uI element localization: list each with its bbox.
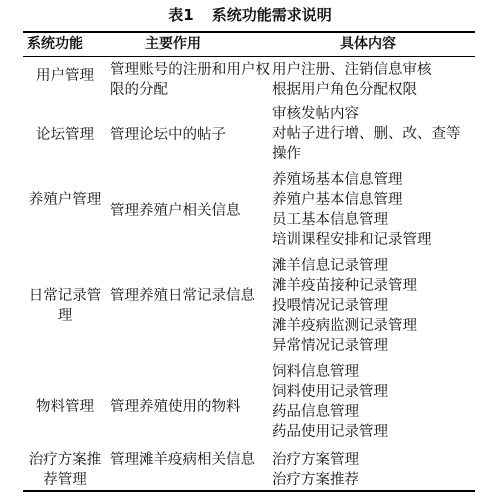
content-line: 审核发帖内容 (272, 106, 359, 122)
table-title: 系统功能需求说明 (211, 6, 332, 24)
row-treatment-function: 治疗方案推荐管理 (28, 452, 102, 488)
content-line: 饲料使用记录管理 (272, 384, 388, 400)
header-content: 具体内容 (340, 36, 396, 52)
content-line: 用户注册、注销信息审核 (272, 62, 432, 78)
content-line: 操作 (272, 146, 301, 162)
row-user-function: 用户管理 (36, 68, 94, 84)
row-forum-content (272, 104, 472, 164)
content-line: 异常情况记录管理 (272, 338, 388, 354)
row-user-role: 管理账号的注册和用户权限的分配 (110, 62, 270, 98)
row-daily-role: 管理养殖日常记录信息 (110, 288, 255, 304)
content-line: 滩羊疫苗接种记录管理 (272, 278, 417, 294)
row-forum-function: 论坛管理 (36, 127, 94, 143)
row-treatment-content (272, 450, 472, 490)
content-line: 滩羊信息记录管理 (272, 258, 388, 274)
row-daily-function: 日常记录管理 (28, 288, 102, 324)
content-line: 根据用户角色分配权限 (272, 82, 417, 98)
header-function: 系统功能 (27, 36, 83, 52)
row-material-function: 物料管理 (36, 399, 94, 415)
content-line: 饲料信息管理 (272, 364, 359, 380)
row-farmer-function: 养殖户管理 (28, 192, 102, 208)
content-line: 药品使用记录管理 (272, 424, 388, 440)
content-line: 对帖子进行增、删、改、查等 (272, 126, 461, 142)
content-line: 培训课程安排和记录管理 (272, 232, 432, 248)
content-line: 滩羊疫病监测记录管理 (272, 318, 417, 334)
row-daily-content (272, 256, 472, 356)
content-line: 投喂情况记录管理 (272, 298, 388, 314)
content-line: 治疗方案管理 (272, 452, 359, 468)
header-role: 主要作用 (145, 36, 201, 52)
content-line: 治疗方案推荐 (272, 472, 359, 488)
row-treatment-role: 管理滩羊疫病相关信息 (110, 452, 255, 468)
content-line: 员工基本信息管理 (272, 212, 388, 228)
row-farmer-role: 管理养殖户相关信息 (110, 203, 241, 219)
row-forum-role: 管理论坛中的帖子 (110, 127, 226, 143)
bottom-rule (23, 490, 475, 492)
row-material-content (272, 362, 472, 442)
content-line: 养殖户基本信息管理 (272, 192, 403, 208)
top-rule (23, 31, 475, 33)
content-line: 药品信息管理 (272, 404, 359, 420)
table-caption (0, 4, 500, 26)
row-farmer-content (272, 170, 472, 250)
row-user-content (272, 60, 472, 100)
content-line: 养殖场基本信息管理 (272, 172, 403, 188)
header-rule (23, 56, 475, 57)
row-material-role: 管理养殖使用的物料 (110, 399, 241, 415)
table-label: 表1 (168, 6, 194, 24)
